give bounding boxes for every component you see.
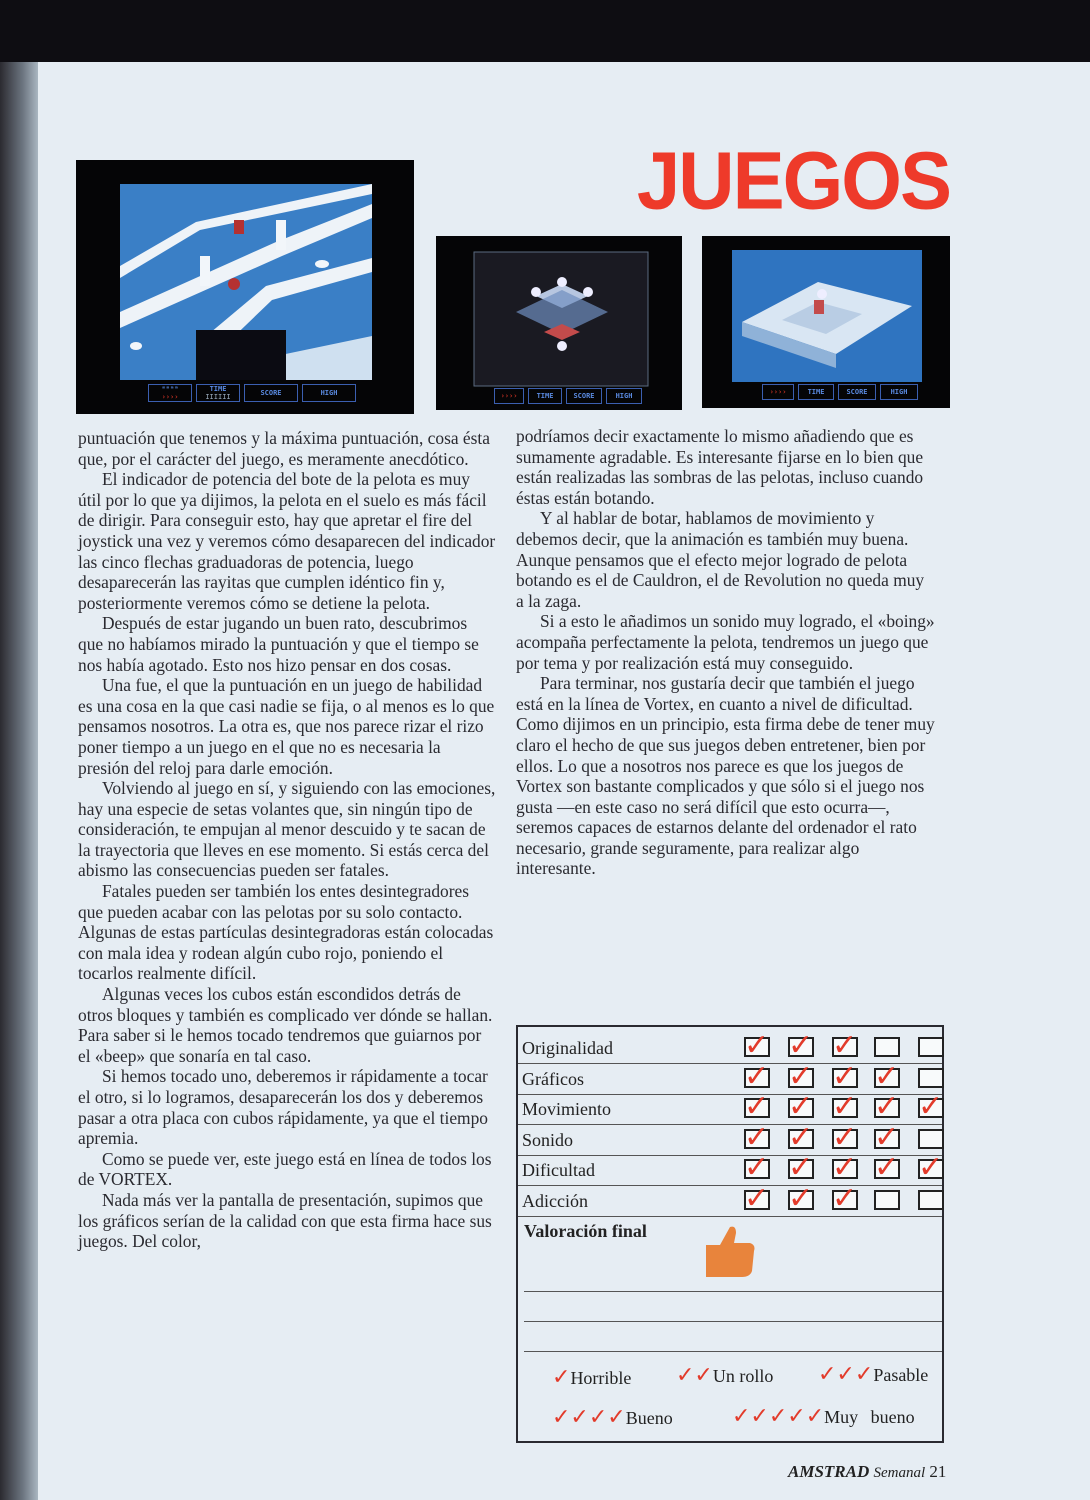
check-icon: ✓	[874, 1150, 900, 1185]
check-icon: ✓	[744, 1058, 770, 1094]
paragraph: puntuación que tenemos y la máxima puntuación, cosa ésta que, por el carácter del juego, es meramente anecdótico.	[78, 428, 490, 469]
rating-checkbox	[874, 1089, 900, 1124]
paragraph: Como se puede ver, este juego está en línea de todos los de VORTEX.	[78, 1148, 492, 1190]
legend-horrible: ✓Horrible	[552, 1365, 632, 1390]
rating-checkbox	[918, 1089, 944, 1124]
rating-label: Adicción	[522, 1190, 588, 1211]
rating-row	[518, 1150, 944, 1186]
paragraph: Y al hablar de botar, hablamos de movimiento y debemos decir, que la animación es también muy buena. Aunque pensamos que el efecto mejor logrado de pelota botando es el de Cauldron, el de Revolution no queda muy a la zaga.	[516, 508, 925, 611]
page-number: 21	[929, 1462, 947, 1481]
rating-checkbox	[832, 1028, 858, 1063]
paragraph: Fatales pueden ser también los entes desintegradores que pueden acabar con las pelotas por su solo contacto. Algunas de estas partículas desintegradoras están colocadas con mala idea y rodean algún cubo rojo, poniendo el tocarlos realmente difícil.	[78, 881, 494, 984]
check-icon: ✓	[832, 1150, 858, 1185]
check-icon: ✓	[744, 1028, 770, 1063]
magazine-section: Semanal	[873, 1465, 926, 1481]
check-icon: ✓	[874, 1058, 900, 1094]
rating-checkbox	[874, 1119, 900, 1155]
paragraph: Una fue, el que la puntuación en un juego de habilidad es una cosa en la que casi nadie se fija, o al menos es lo que pensamos nosotros. La otra es, que nos parece rizar el rizo poner tiempo a un juego en el que no es necesaria la presión del reloj para darle emoción.	[78, 675, 495, 778]
rating-label: Dificultad	[522, 1160, 595, 1180]
rating-checkbox	[788, 1150, 814, 1185]
paragraph: Algunas veces los cubos están escondidos detrás de otros bloques y también es complicado ver dónde se hallan. Para saber si le hemos tocado tendremos que guiarnos por el «beep» que sonaría en tal caso.	[78, 984, 493, 1066]
hud-cell: HIGH	[606, 388, 642, 404]
legend-bueno: ✓✓✓✓Bueno	[552, 1405, 673, 1430]
hud-cell: TIME IIIIII	[196, 384, 240, 402]
hud-cell: SCORE	[244, 384, 298, 402]
rating-checkbox	[744, 1119, 770, 1155]
hud-cell: HIGH	[880, 384, 918, 400]
hud-cell: SCORE	[838, 384, 876, 400]
game-scene-3	[702, 236, 950, 408]
check-icon: ✓	[744, 1180, 770, 1216]
hud-cell: TIME	[798, 384, 834, 400]
rating-checkbox	[744, 1180, 770, 1216]
game-screenshot-2	[436, 236, 682, 410]
thumbs-up-icon	[702, 1223, 758, 1279]
rating-checkbox	[918, 1037, 944, 1057]
rating-checkbox	[788, 1180, 814, 1216]
hud-cell: SCORE	[566, 388, 602, 404]
check-icon: ✓	[744, 1150, 770, 1185]
paragraph: Volviendo al juego en sí, y siguiendo con las emociones, hay una especie de setas volantes que, sin ningún tipo de consideración, te empujan al menor descuido y te sacan de la trayectoria que lleves en ese momento. Si estás cerca del abismo las consecuencias pueden ser fatales.	[78, 778, 496, 881]
rating-checkbox	[744, 1028, 770, 1063]
check-icon: ✓	[832, 1180, 858, 1216]
hud-cell: TIME	[528, 388, 562, 404]
rating-checkbox	[788, 1119, 814, 1155]
rating-label: Originalidad	[522, 1038, 613, 1058]
hud-cell: ᵐᵐᵐᵐ ››››	[148, 384, 192, 402]
rating-checkbox	[788, 1028, 814, 1063]
rating-label: Sonido	[522, 1129, 574, 1150]
rating-checkbox	[744, 1150, 770, 1185]
rating-checkbox	[918, 1190, 944, 1210]
rating-checkbox	[874, 1058, 900, 1094]
rating-label: Gráficos	[522, 1068, 584, 1089]
page-footer	[788, 1462, 946, 1482]
game-hud-2	[494, 388, 642, 404]
hud-cell: HIGH	[302, 384, 356, 402]
rating-checkbox	[788, 1058, 814, 1094]
game-scene-1	[76, 160, 414, 414]
divider	[524, 1291, 942, 1292]
check-icon: ✓	[832, 1028, 858, 1063]
check-icon: ✓	[832, 1058, 858, 1094]
rating-checkbox	[874, 1037, 900, 1057]
check-icon: ✓	[832, 1119, 858, 1155]
check-icon: ✓	[918, 1150, 944, 1185]
game-screenshot-3	[702, 236, 950, 408]
article-right-column	[516, 426, 936, 879]
legend-pasable: ✓✓✓Pasable	[818, 1362, 929, 1387]
hud-cell: ››››	[762, 384, 794, 400]
rating-checkbox	[744, 1089, 770, 1124]
rating-checkbox	[918, 1068, 944, 1088]
rating-checkbox	[832, 1119, 858, 1155]
check-icon: ✓	[874, 1119, 900, 1155]
paragraph: Nada más ver la pantalla de presentación, supimos que los gráficos serían de la calidad con que esta firma hace sus juegos. Del color,	[78, 1189, 492, 1252]
check-icon: ✓	[788, 1028, 814, 1063]
check-icon: ✓	[874, 1089, 900, 1124]
magazine-name: AMSTRAD	[788, 1462, 870, 1481]
check-icon: ✓	[788, 1089, 814, 1124]
page-edge	[0, 62, 38, 1500]
check-icon: ✓	[744, 1119, 770, 1155]
paragraph: Si hemos tocado uno, deberemos ir rápidamente a tocar el otro, si lo logramos, desaparecerán los dos y deberemos pasar a otra placa con cubos rápidamente, ya que el tiempo apremia.	[78, 1066, 488, 1149]
legend-un-rollo: ✓✓Un rollo	[676, 1363, 774, 1388]
paragraph: Si a esto le añadimos un sonido muy logrado, el «boing» acompaña perfectamente la pelota, tendremos un juego que por tema y por realización está muy conseguido.	[516, 611, 935, 673]
rating-checkbox	[788, 1089, 814, 1124]
rating-checkbox	[832, 1180, 858, 1216]
rating-checkbox	[832, 1089, 858, 1124]
rating-checkbox	[744, 1058, 770, 1094]
legend-muy-bueno: ✓✓✓✓✓Muy bueno	[732, 1404, 915, 1429]
check-icon: ✓	[788, 1058, 814, 1094]
rating-checkbox	[874, 1150, 900, 1185]
rating-label: Movimiento	[522, 1099, 611, 1119]
rating-checkbox	[874, 1190, 900, 1210]
hud-cell: ››››	[494, 388, 524, 404]
check-icon: ✓	[918, 1089, 944, 1124]
rating-checkbox	[918, 1150, 944, 1185]
game-scene-2	[436, 236, 682, 410]
rating-checkbox	[832, 1150, 858, 1185]
paragraph: Para terminar, nos gustaría decir que también el juego está en la línea de Vortex, en cuanto a nivel de dificultad. Como dijimos en un principio, esta firma debe de tener muy claro el hecho de que sus juegos deben entretener, bien por ellos. Lo que a nosotros nos parece es que los juegos de Vortex son bastante complicados y que sólo si el juego nos gusta —en este caso no será difícil que esto ocurra—, seremos capaces de estarnos delante del ordenador el rato necesario, grande seguramente, para realizar algo interesante.	[516, 673, 935, 879]
rating-box	[516, 1025, 944, 1443]
rating-checkbox	[918, 1129, 944, 1149]
rating-row	[518, 1180, 942, 1217]
paragraph: podríamos decir exactamente lo mismo añadiendo que es sumamente agradable. Es interesante fijarse en lo bien que están realizadas las sombras de las pelotas, incluso cuando éstas están botando.	[516, 426, 924, 508]
divider	[524, 1351, 942, 1352]
check-icon: ✓	[744, 1089, 770, 1124]
rating-checkbox	[832, 1058, 858, 1094]
paragraph: El indicador de potencia del bote de la pelota es muy útil por lo que ya dijimos, la pelota en el suelo es más fácil de dirigir. Para conseguir esto, hay que apretar el fire del joystick una vez y veremos cómo desaparecen del indicador las cinco flechas graduadoras de potencia, luego desaparecerán las rayitas que cumplen idéntico fin y, posteriormente veremos cómo se detiene la pelota.	[78, 469, 496, 613]
check-icon: ✓	[788, 1150, 814, 1185]
article-left-column	[78, 428, 496, 1252]
game-hud-3	[762, 384, 918, 400]
divider	[524, 1321, 942, 1322]
check-icon: ✓	[788, 1119, 814, 1155]
game-hud-1	[148, 384, 356, 402]
final-rating-label: Valoración final	[524, 1221, 647, 1241]
check-icon: ✓	[788, 1180, 814, 1216]
section-title: JUEGOS	[636, 133, 950, 227]
check-icon: ✓	[832, 1089, 858, 1124]
paragraph: Después de estar jugando un buen rato, descubrimos que no habíamos mirado la puntuación y que el tiempo se nos había agotado. Esto nos hizo pensar en dos cosas.	[78, 613, 479, 675]
game-screenshot-1	[76, 160, 414, 414]
